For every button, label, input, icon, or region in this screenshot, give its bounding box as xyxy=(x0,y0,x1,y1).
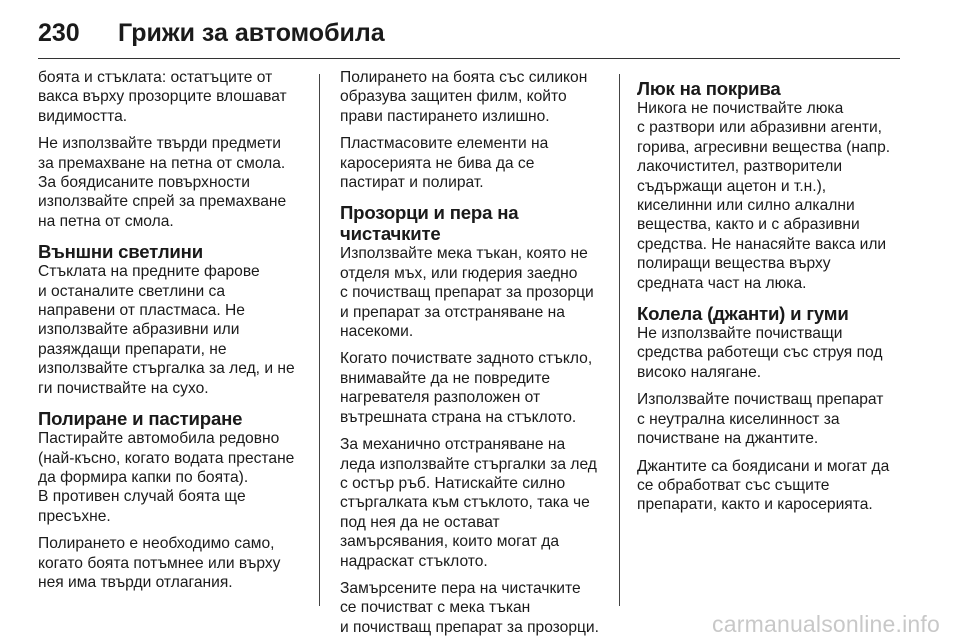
section-polishing xyxy=(38,408,310,592)
page-number: 230 xyxy=(38,18,80,47)
paragraph: Замърсените пера на чистачките се почистват с мека тъкан и почистващ препарат за прозорци. xyxy=(340,579,599,636)
paragraph: Не използвайте твърди предмети за премахване на петна от смола. За боядисаните повърхности използвайте спрей за премахване на петна от смола. xyxy=(38,135,287,230)
paragraph: За механично отстраняване на леда използвайте стъргалки за лед с остър ръб. Натискайте силно стъргалката към стъклото, така че под нея да не остават замърсявания, които могат да надраскат стъклото. xyxy=(340,436,597,570)
column-middle xyxy=(340,68,615,637)
paragraph: Когато почиствате задното стъкло, внимавайте да не повредите нагревателя разположен от вътрешната страна на стъклото. xyxy=(340,350,593,426)
watermark: carmanualsonline.info xyxy=(712,611,940,637)
column-left xyxy=(38,68,310,592)
section-heading: Люк на покрива xyxy=(637,78,781,99)
column-divider-1 xyxy=(319,74,320,606)
section-exterior-lights xyxy=(38,241,310,398)
paragraph: Джантите са боядисани и могат да се обработват със същите препарати, както и каросерията. xyxy=(637,457,890,514)
column-right xyxy=(637,68,907,515)
section-heading: Прозорци и пера на чистачките xyxy=(340,202,519,245)
paragraph: Пластмасовите елементи на каросерията не бива да се пастират и полират. xyxy=(340,135,549,192)
section-wheels-tyres xyxy=(637,303,907,515)
paragraph: Полирането е необходимо само, когато боята потъмнее или върху нея има твърди отлагания. xyxy=(38,535,281,591)
section-heading: Външни светлини xyxy=(38,241,203,263)
page-header xyxy=(38,14,900,52)
paragraph: Никога не почиствайте люка с разтвори или абразивни агенти, горива, агресивни вещества (напр. лакочистител, разтворители съдържащи ацетон и т.н.), киселинни или силно алкални вещества, както и с абразивни средства. Не нанасяйте вакса или полиращи вещества върху средната част на люка. xyxy=(637,100,891,292)
section-heading: Колела (джанти) и гуми xyxy=(637,303,849,325)
paragraph: Използвайте мека тъкан, която не отделя мъх, или гюдерия заедно с почистващ препарат за прозорци и препарат за отстраняване на насекоми. xyxy=(340,245,594,341)
page-title: Грижи за автомобила xyxy=(118,18,385,47)
paragraph: Стъклата на предните фарове и останалите светлини са направени от пластмаса. Не използвайте абразивни или разяждащи препарати, не използвайте стъргалка за лед, и не ги почиствайте на сухо. xyxy=(38,263,295,397)
paragraph: Не използвайте почистващи средства работещи със струя под високо налягане. xyxy=(637,325,883,381)
paragraph: Полирането на боята със силикон образува защитен филм, който прави пастирането излишно. xyxy=(340,69,588,125)
paragraph: Пастирайте автомобила редовно (най-късно, когато водата престане да формира капки по боята). В противен случай боята ще пресъхне. xyxy=(38,430,295,525)
section-heading: Полиране и пастиране xyxy=(38,408,243,430)
paragraph: боята и стъклата: остатъците от вакса върху прозорците влошават видимостта. xyxy=(38,69,287,125)
section-sunroof xyxy=(637,78,907,293)
paragraph: Използвайте почистващ препарат с неутрална киселинност за почистване на джантите. xyxy=(637,391,884,448)
header-divider xyxy=(38,58,900,59)
column-divider-2 xyxy=(619,74,620,606)
section-windows-wipers xyxy=(340,202,615,637)
